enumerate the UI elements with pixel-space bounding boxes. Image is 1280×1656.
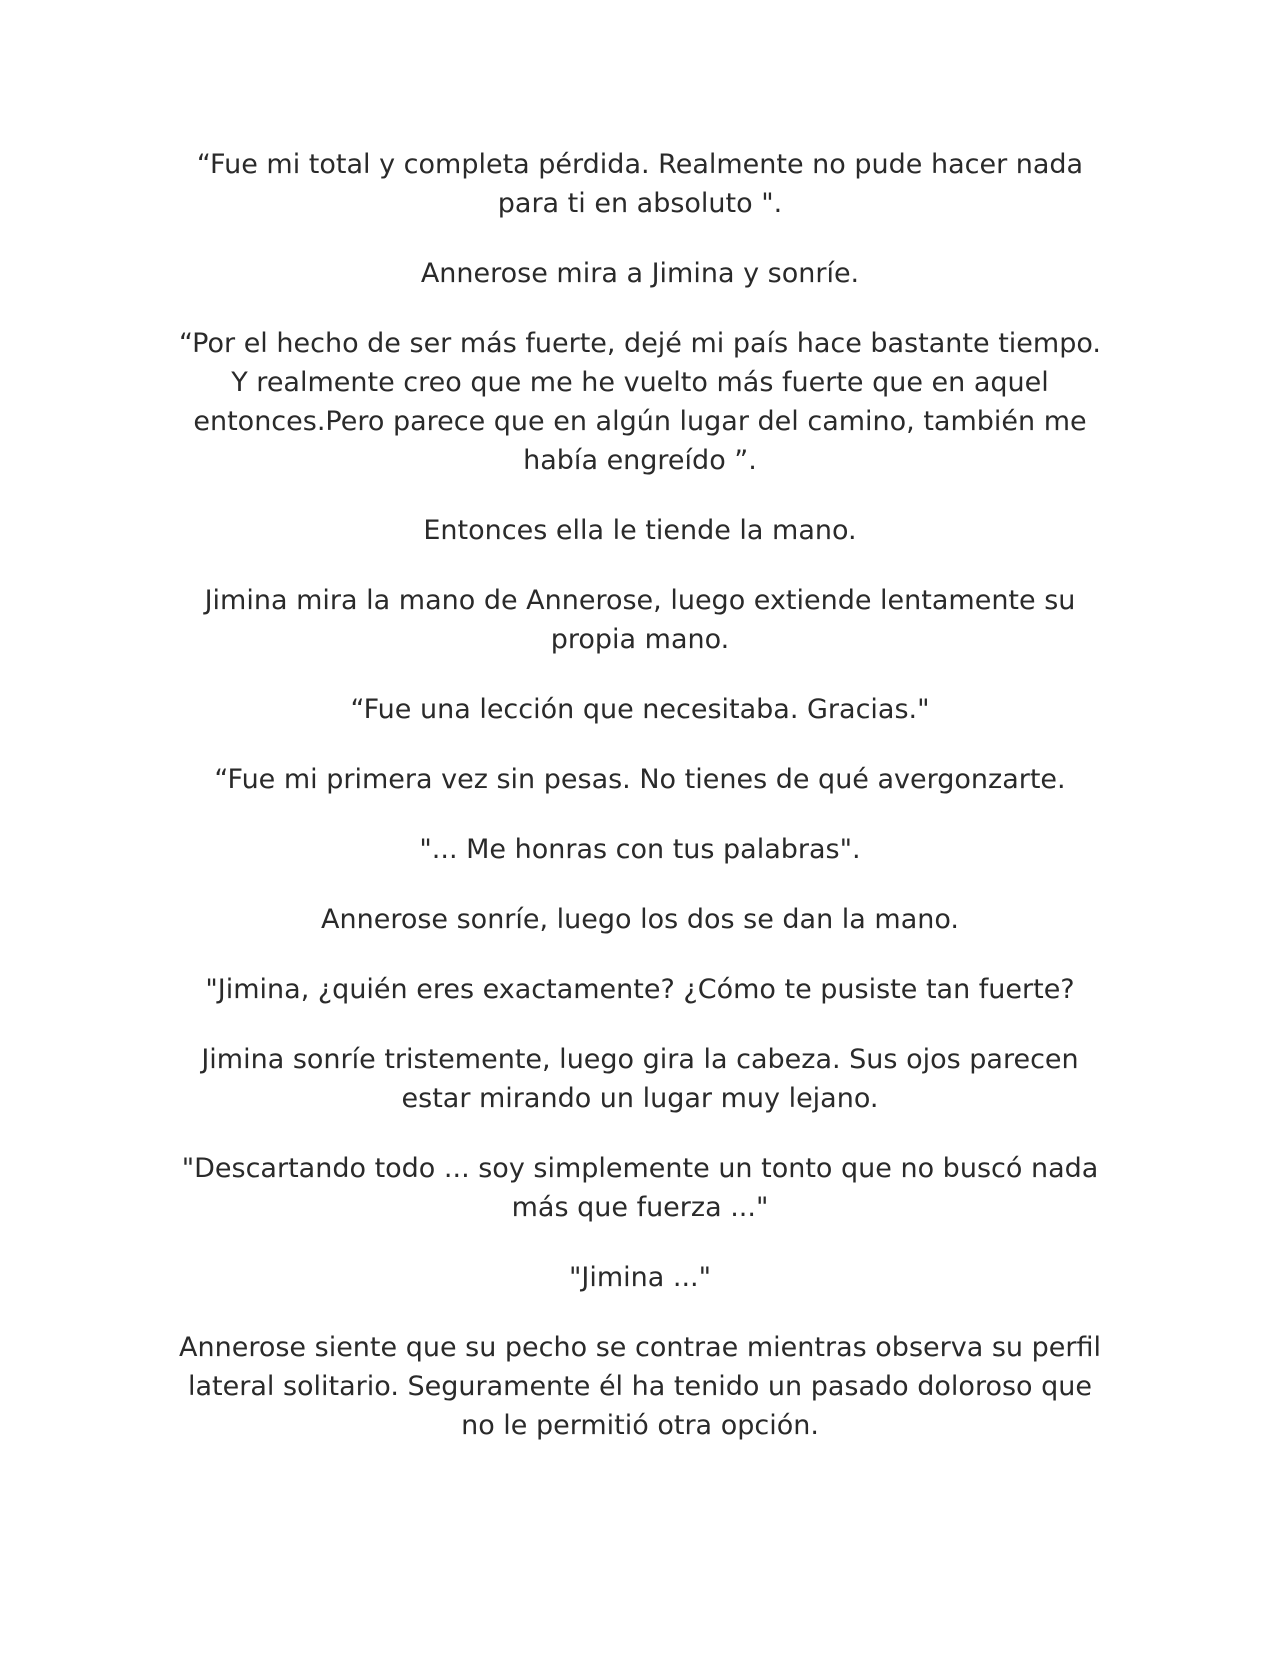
paragraph-1: “Fue mi total y completa pérdida. Realmente no pude hacer nada para ti en absoluto ".	[196, 149, 1084, 219]
paragraph-14: Annerose siente que su pecho se contrae mientras observa su perfil lateral solitario. Seguramente él ha tenido un pasado doloroso que no le permitió otra opción.	[179, 1332, 1101, 1441]
paragraph-6: “Fue una lección que necesitaba. Gracias."	[350, 694, 930, 725]
paragraph-12: "Descartando todo ... soy simplemente un tonto que no buscó nada más que fuerza ..."	[181, 1153, 1099, 1223]
paragraph-3: “Por el hecho de ser más fuerte, dejé mi país hace bastante tiempo. Y realmente creo que me he vuelto más fuerte que en aquel entonces.Pero parece que en algún lugar del camino, también me había engreído ”.	[179, 328, 1101, 476]
paragraph-9: Annerose sonríe, luego los dos se dan la mano.	[321, 904, 959, 935]
document-page	[170, 145, 1110, 1476]
paragraph-11: Jimina sonríe tristemente, luego gira la cabeza. Sus ojos parecen estar mirando un lugar muy lejano.	[201, 1044, 1079, 1114]
paragraph-13: "Jimina ..."	[568, 1262, 712, 1293]
paragraph-10: "Jimina, ¿quién eres exactamente? ¿Cómo te pusiste tan fuerte?	[205, 974, 1075, 1005]
paragraph-7: “Fue mi primera vez sin pesas. No tienes de qué avergonzarte.	[214, 764, 1066, 795]
paragraph-5: Jimina mira la mano de Annerose, luego extiende lentamente su propia mano.	[204, 585, 1076, 655]
paragraph-8: "... Me honras con tus palabras".	[419, 834, 861, 865]
paragraph-2: Annerose mira a Jimina y sonríe.	[420, 258, 860, 289]
paragraph-4: Entonces ella le tiende la mano.	[423, 515, 857, 546]
